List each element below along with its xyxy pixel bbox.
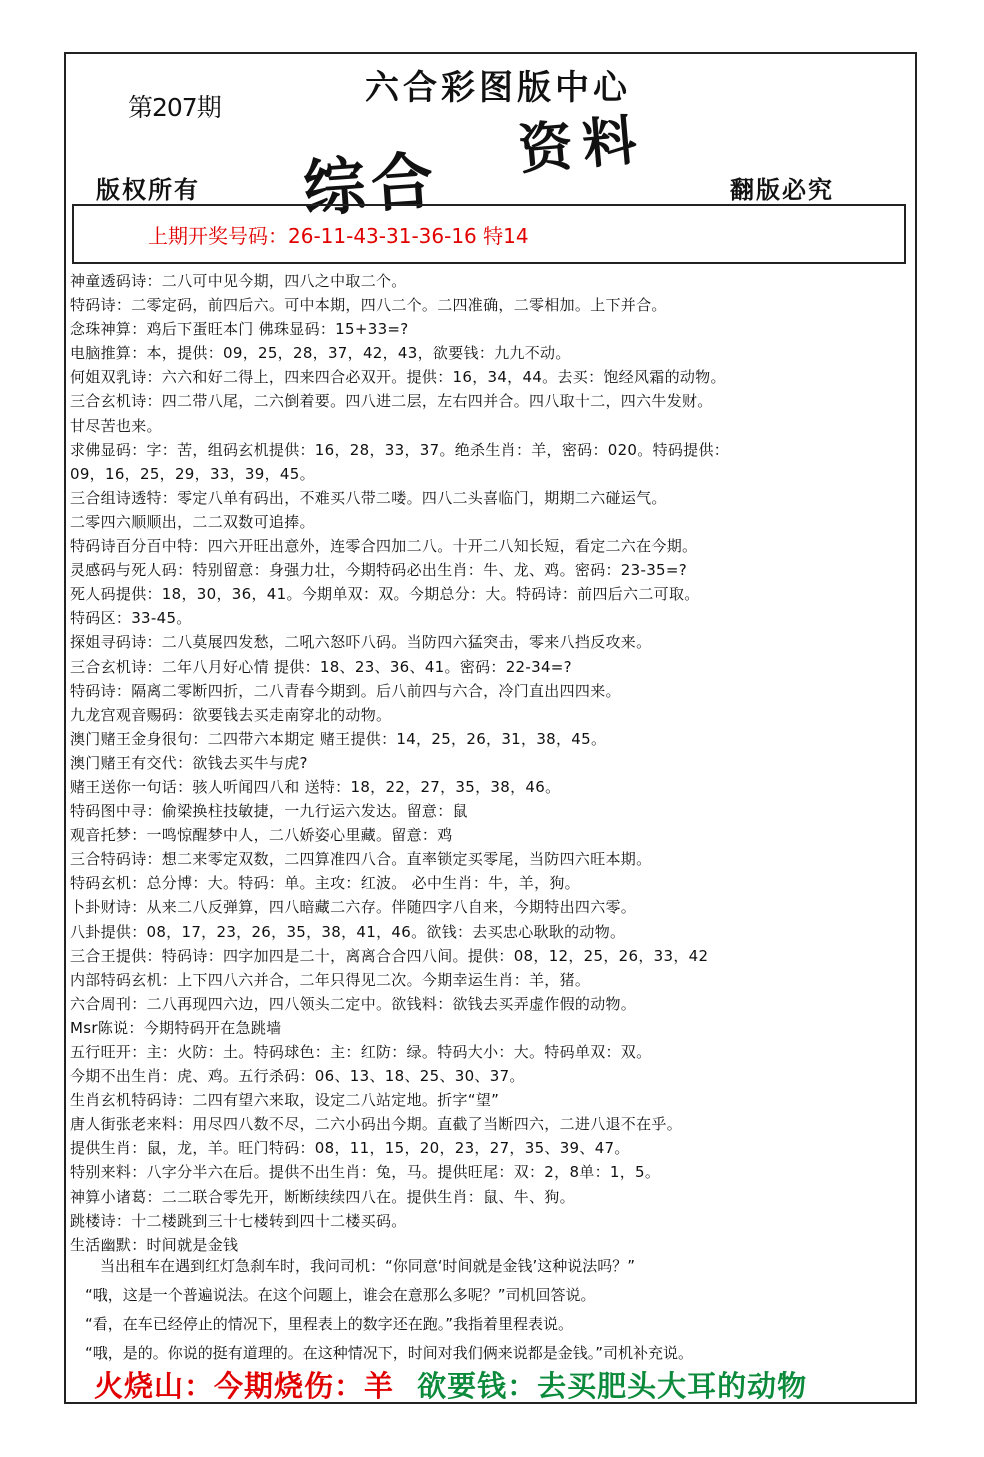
tip-line: 内部特码玄机：上下四八六并合，二年只得见二次。今期幸运生肖：羊，猪。	[70, 970, 591, 989]
tip-line: 特码诗：二零定码，前四后六。可中本期，四八二个。二四准确，二零相加。上下并合。	[70, 296, 667, 315]
tip-line: 神童透码诗：二八可中见今期，四八之中取二个。	[70, 272, 407, 290]
humor-story	[70, 1252, 912, 1368]
tip-line: 特码区：33-45。	[70, 609, 192, 628]
copyright-left: 版权所有	[96, 176, 200, 204]
tip-line: 神算小诸葛：二二联合零先开，断断续续四八在。提供生肖：鼠、牛、狗。	[70, 1187, 575, 1206]
last-draw-numbers: 上期开奖号码：26-11-43-31-36-16 特14	[148, 224, 529, 248]
tip-line: 今期不出生肖：虎、鸡。五行杀码：06、13、18、25、30、37。	[70, 1067, 525, 1086]
tip-line: 三合玄机诗：四二带八尾，二六倒着要。四八进二层，左右四并合。四八取十二，四六牛发财。	[70, 392, 713, 411]
story-line: “看，在车已经停止的情况下，里程表上的数字还在跑。”我指着里程表说。	[70, 1315, 574, 1333]
tip-line: 甘尽苦也来。	[70, 416, 162, 435]
tip-line: 生活幽默：时间就是金钱	[70, 1235, 239, 1254]
tip-line: 提供生肖：鼠，龙，羊。旺门特码：08，11，15，20，23，27，35、39、47。	[70, 1139, 630, 1158]
tip-line: 09，16，25，29，33，39，45。	[70, 464, 315, 483]
tip-line: 澳门赌王有交代：欲钱去买牛与虎?	[70, 753, 308, 772]
tip-line: 灵感码与死人码：特别留意：身强力壮，今期特码必出生肖：牛、龙、鸡。密码：23-35=?	[70, 561, 688, 580]
publisher-title: 六合彩图版中心	[365, 68, 631, 108]
copyright-right: 翻版必究	[730, 176, 834, 204]
tip-line: 生肖玄机特码诗：二四有望六来取，设定二八站定地。折字“望”	[70, 1091, 500, 1110]
footer-banner	[94, 1364, 807, 1405]
tip-line: 特别来料：八字分半六在后。提供不出生肖：兔，马。提供旺尾：双：2，8单：1，5。	[70, 1163, 661, 1182]
tip-line: 三合组诗透特：零定八单有码出，不难买八带二喽。四八二头喜临门，期期二六碰运气。	[70, 488, 667, 507]
tip-line: 澳门赌王金身很句：二四带六本期定 赌王提供：14，25，26，31，38，45。	[70, 729, 607, 748]
tip-line: 特码图中寻：偷梁换柱技敏捷，一九行运六发达。留意：鼠	[70, 802, 468, 821]
tip-line: 特码诗：隔离二零断四折，二八青春今期到。后八前四与六合，冷门直出四四来。	[70, 681, 621, 700]
tip-line: 特码诗百分百中特：四六开旺出意外，连零合四加二八。十开二八知长短，看定二六在今期。	[70, 537, 698, 556]
story-line: “哦，是的。你说的挺有道理的。在这种情况下，时间对我们俩来说都是金钱。”司机补充说。	[70, 1344, 694, 1362]
tip-line: 死人码提供：18，30，36，41。今期单双：双。今期总分：大。特码诗：前四后六二可取。	[70, 585, 700, 604]
footer-green-text: 欲要钱：去买肥头大耳的动物	[417, 1369, 808, 1403]
tips-list	[70, 269, 912, 1257]
issue-number: 第207期	[128, 93, 221, 122]
tip-line: 求佛显码：字：苦，组码玄机提供：16，28，33，37。绝杀生肖：羊，密码：020。特码提供：	[70, 440, 730, 459]
tip-line: 念珠神算：鸡后下蛋旺本门 佛珠显码：15+33=?	[70, 320, 409, 339]
tip-line: 电脑推算：本，提供：09，25，28，37，42，43，欲要钱：九九不动。	[70, 344, 571, 363]
tip-line: 探姐寻码诗：二八莫展四发愁，二吼六怒吓八码。当防四六猛突击，零来八挡反攻来。	[70, 633, 652, 652]
tip-line: 三合特码诗：想二来零定双数，二四算准四八合。直率锁定买零尾，当防四六旺本期。	[70, 850, 652, 869]
tip-line: 唐人街张老来料：用尽四八数不尽，二六小码出今期。直截了当断四六，二进八退不在乎。	[70, 1115, 683, 1134]
tip-line: 三合玄机诗：二年八月好心情 提供：18、23、36、41。密码：22-34=?	[70, 657, 572, 676]
tip-line: 五行旺开：主：火防：土。特码球色：主：红防：绿。特码大小：大。特码单双：双。	[70, 1043, 652, 1061]
tip-line: 三合王提供：特码诗：四字加四是二十，离离合合四八间。提供：08，12，25，26，33，42	[70, 946, 709, 965]
story-line: “哦，这是一个普遍说法。在这个问题上，谁会在意那么多呢？”司机回答说。	[70, 1286, 596, 1304]
tip-line: 观音托梦：一鸣惊醒梦中人，二八娇姿心里藏。留意：鸡	[70, 826, 453, 845]
main-title-part1: 综合	[300, 143, 442, 226]
tip-line: 卜卦财诗：从来二八反弹算，四八暗藏二六存。伴随四字八自来，今期特出四六零。	[70, 898, 637, 917]
tip-line: 八卦提供：08，17，23，26，35，38，41，46。欲钱：去买忠心耿耿的动物。	[70, 922, 626, 941]
tip-line: 何姐双乳诗：六六和好二得上，四来四合必双开。提供：16，34，44。去买：饱经风霜的动物。	[70, 368, 726, 387]
footer-red-text: 火烧山：今期烧伤：羊	[94, 1369, 395, 1403]
tip-line: Msr陈说：今期特码开在急跳墙	[70, 1018, 282, 1037]
last-draw-box	[72, 204, 906, 264]
tip-line: 特码玄机：总分博：大。特码：单。主攻：红波。 必中生肖：牛，羊，狗。	[70, 874, 580, 893]
story-line: 当出租车在遇到红灯急刹车时，我问司机：“你同意‘时间就是金钱’这种说法吗？”	[70, 1257, 636, 1275]
tip-line: 六合周刊：二八再现四六边，四八领头二定中。欲钱料：欲钱去买弄虚作假的动物。	[70, 994, 637, 1013]
main-title-part2: 资料	[515, 106, 649, 182]
tip-line: 跳楼诗：十二楼跳到三十七楼转到四十二楼买码。	[70, 1211, 407, 1230]
tip-line: 九龙宫观音赐码：欲要钱去买走南穿北的动物。	[70, 705, 392, 724]
tip-line: 二零四六顺顺出，二二双数可追捧。	[70, 512, 315, 531]
tip-line: 赌王送你一句话：骇人听闻四八和 送特：18，22，27，35，38，46。	[70, 777, 561, 796]
